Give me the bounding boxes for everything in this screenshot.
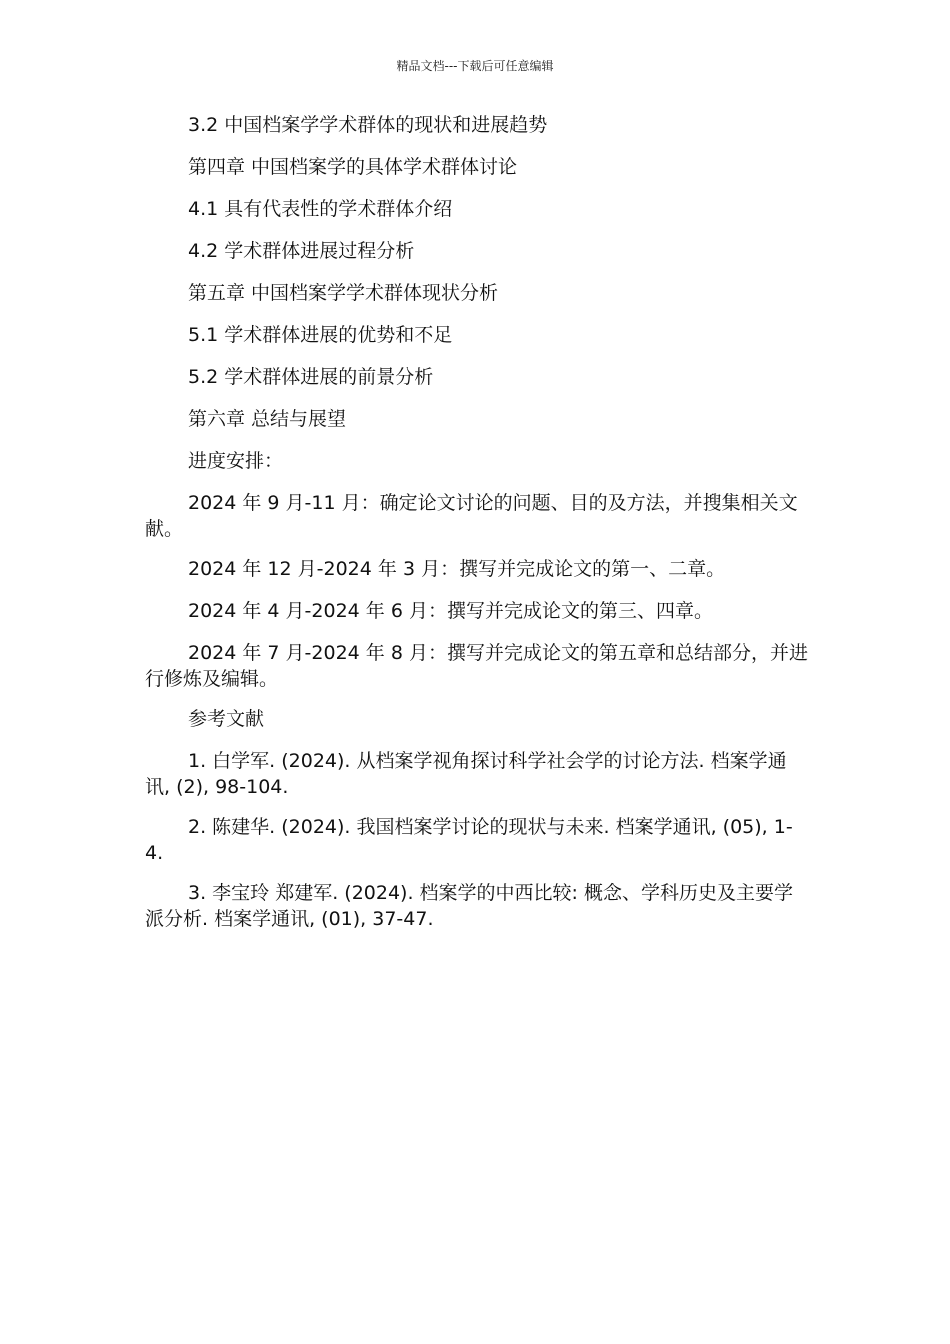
reference-item: 2. 陈建华. (2024). 我国档案学讨论的现状与未来. 档案学通讯, (05), 1-4. xyxy=(145,816,793,864)
page-header: 精品文档---下载后可任意编辑 xyxy=(396,59,554,73)
toc-line: 4.2 学术群体进展过程分析 xyxy=(188,240,415,262)
toc-line: 5.2 学术群体进展的前景分析 xyxy=(188,366,434,388)
schedule-item: 2024 年 12 月-2024 年 3 月：撰写并完成论文的第一、二章。 xyxy=(188,558,726,580)
toc-line: 3.2 中国档案学学术群体的现状和进展趋势 xyxy=(188,114,548,136)
toc-line: 第六章 总结与展望 xyxy=(188,408,347,430)
reference-item: 3. 李宝玲 郑建军. (2024). 档案学的中西比较: 概念、学科历史及主要学派分析. 档案学通讯, (01), 37-47. xyxy=(145,882,793,930)
schedule-item: 2024 年 9 月-11 月：确定论文讨论的问题、目的及方法，并搜集相关文献。 xyxy=(145,492,798,540)
schedule-item: 2024 年 7 月-2024 年 8 月：撰写并完成论文的第五章和总结部分，并进行修炼及编辑。 xyxy=(145,642,808,690)
schedule-heading: 进度安排： xyxy=(188,450,284,472)
toc-line: 5.1 学术群体进展的优势和不足 xyxy=(188,324,453,346)
document-body xyxy=(145,112,810,946)
references-heading: 参考文献 xyxy=(188,708,265,730)
schedule-item: 2024 年 4 月-2024 年 6 月：撰写并完成论文的第三、四章。 xyxy=(188,600,713,622)
toc-line: 第五章 中国档案学学术群体现状分析 xyxy=(188,282,499,304)
toc-line: 4.1 具有代表性的学术群体介绍 xyxy=(188,198,453,220)
reference-item: 1. 白学军. (2024). 从档案学视角探讨科学社会学的讨论方法. 档案学通讯, (2), 98-104. xyxy=(145,750,787,798)
toc-line: 第四章 中国档案学的具体学术群体讨论 xyxy=(188,156,518,178)
